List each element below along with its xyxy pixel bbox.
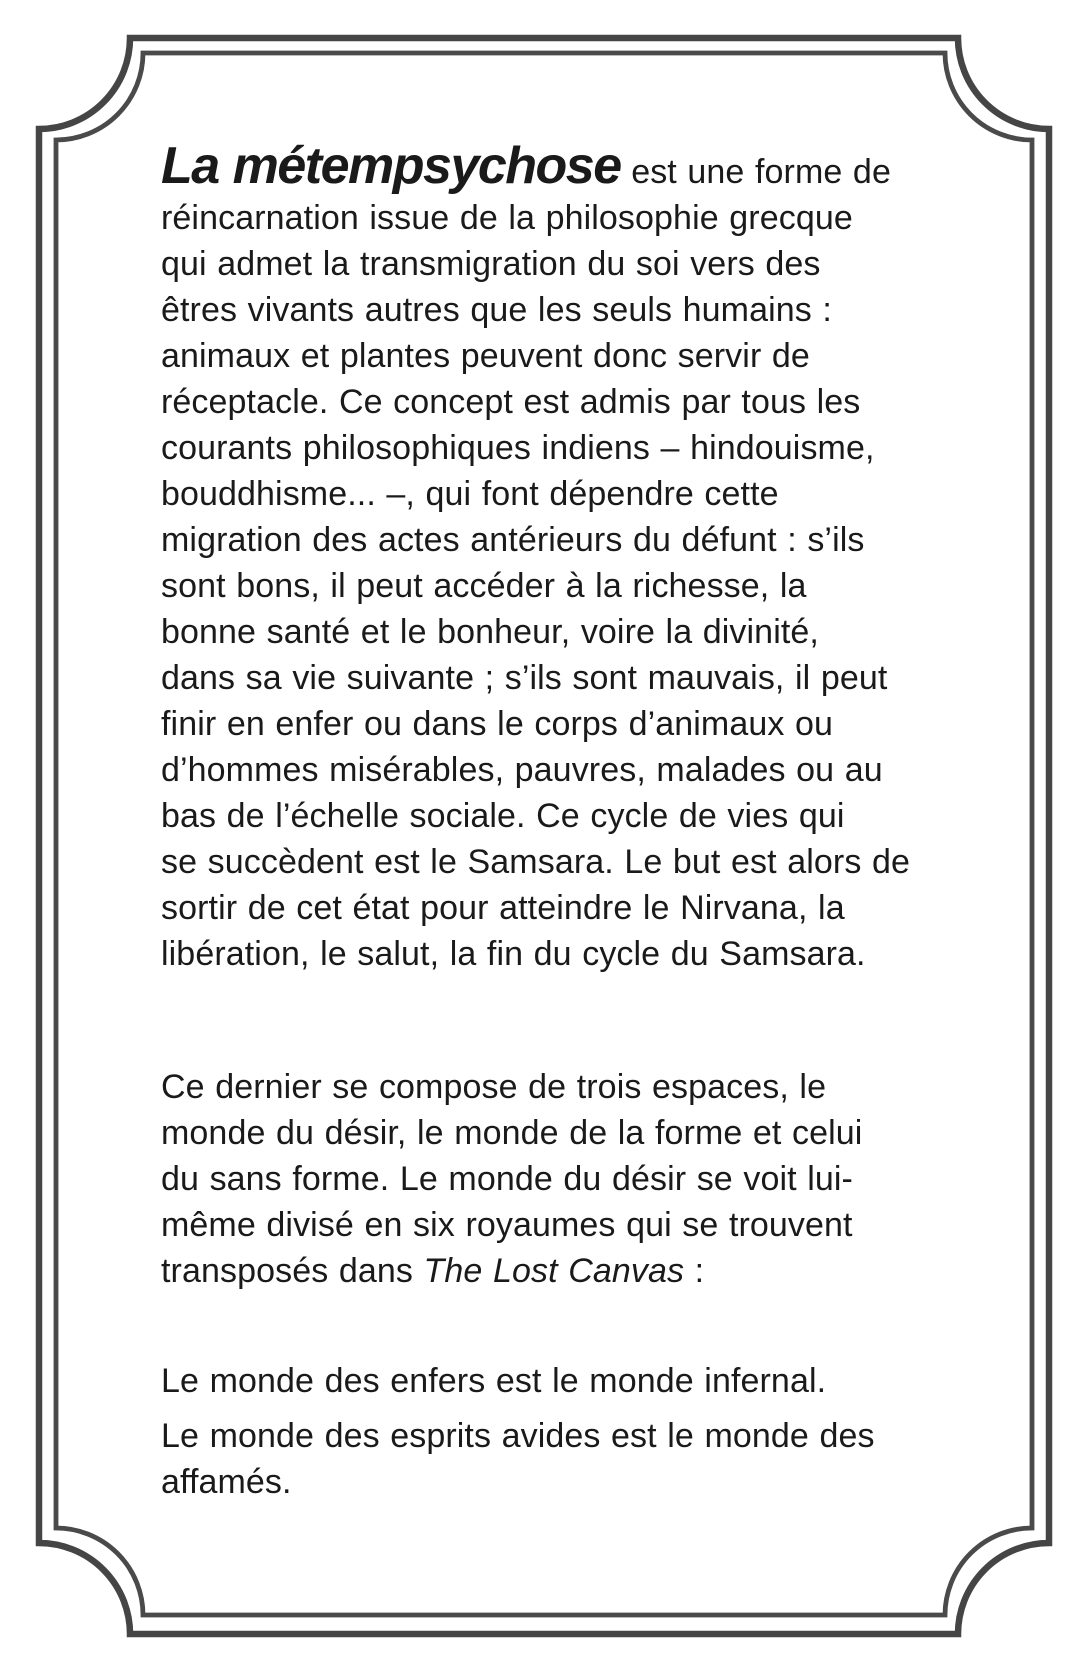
- paragraph-1-line: sortir de cet état pour atteindre le Nirvana, la: [161, 889, 845, 927]
- paragraph-1-line: bas de l’échelle sociale. Ce cycle de vies qui: [161, 797, 845, 835]
- paragraph-4-line: Le monde des esprits avides est le monde des: [161, 1417, 875, 1455]
- paragraph-2-last-line: [161, 1248, 1051, 1294]
- paragraph-1-line: se succèdent est le Samsara. Le but est alors de: [161, 843, 910, 881]
- article-heading: La métempsychose: [161, 137, 621, 195]
- paragraph-1-first-line: [161, 137, 1051, 195]
- paragraph-1-line: sont bons, il peut accéder à la richesse, la: [161, 567, 807, 605]
- paragraph-1-line: libération, le salut, la fin du cycle du Samsara.: [161, 935, 866, 973]
- paragraph-4-line: affamés.: [161, 1463, 292, 1501]
- paragraph-2-text: :: [684, 1252, 705, 1290]
- paragraph-2-line: même divisé en six royaumes qui se trouvent: [161, 1206, 853, 1244]
- paragraph-2-line: monde du désir, le monde de la forme et celui: [161, 1114, 863, 1152]
- paragraph-2-text: transposés dans: [161, 1252, 424, 1290]
- heading-tail-text: est une forme de: [620, 153, 891, 191]
- paragraph-3-line: Le monde des enfers est le monde infernal.: [161, 1362, 827, 1400]
- paragraph-1-line: courants philosophiques indiens – hindouisme,: [161, 429, 875, 467]
- article-text: [161, 137, 1051, 1505]
- paragraph-1-line: migration des actes antérieurs du défunt : s’ils: [161, 521, 865, 559]
- paragraph-1-line: réincarnation issue de la philosophie grecque: [161, 199, 853, 237]
- paragraph-1-line: animaux et plantes peuvent donc servir de: [161, 337, 810, 375]
- work-title: The Lost Canvas: [423, 1252, 685, 1290]
- paragraph-1-line: bouddhisme... –, qui font dépendre cette: [161, 475, 779, 513]
- paragraph-1-line: qui admet la transmigration du soi vers des: [161, 245, 821, 283]
- paragraph-1-line: finir en enfer ou dans le corps d’animaux ou: [161, 705, 834, 743]
- paragraph-1-line: dans sa vie suivante ; s’ils sont mauvais, il peut: [161, 659, 888, 697]
- paragraph-2-line: du sans forme. Le monde du désir se voit lui-: [161, 1160, 853, 1198]
- paragraph-1-line: êtres vivants autres que les seuls humains :: [161, 291, 832, 329]
- paragraph-2-line: Ce dernier se compose de trois espaces, le: [161, 1068, 827, 1106]
- paragraph-1-line: bonne santé et le bonheur, voire la divinité,: [161, 613, 819, 651]
- paragraph-1-line: réceptacle. Ce concept est admis par tous les: [161, 383, 861, 421]
- paragraph-1-line: d’hommes misérables, pauvres, malades ou au: [161, 751, 883, 789]
